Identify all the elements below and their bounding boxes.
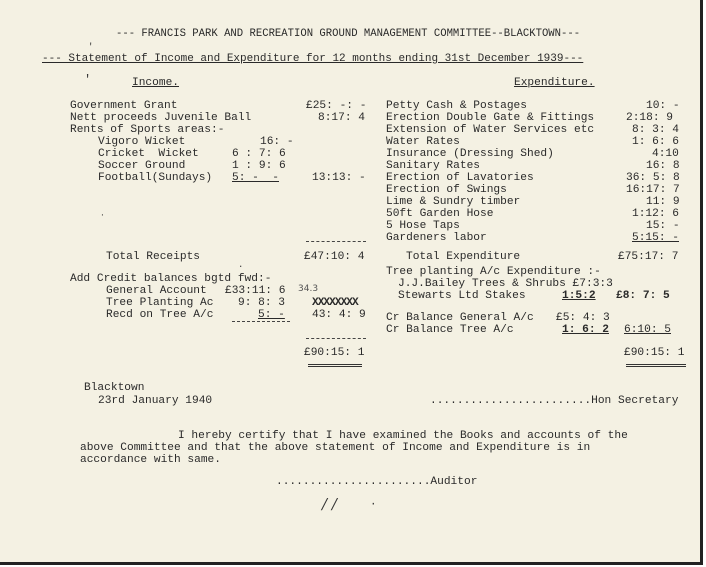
expense-amount: 36: 5: 8 <box>626 172 680 184</box>
credit-label: Tree Planting Ac <box>106 297 214 309</box>
rent-label: Cricket Wicket <box>98 148 199 160</box>
certificate-line: I hereby certify that I have examined the Books and accounts of the <box>178 430 628 442</box>
credit-amount: 5: - <box>258 309 285 321</box>
expense-label: Petty Cash & Postages <box>386 100 527 112</box>
auditor-line: .......................Auditor <box>276 476 478 488</box>
expense-amount: 5:15: - <box>632 232 679 244</box>
handwritten-note: 34.3 <box>298 284 319 294</box>
hon-secretary-line: ........................Hon Secretary <box>430 395 679 407</box>
margin-mark: · <box>100 211 105 220</box>
margin-mark: ' <box>88 42 94 52</box>
expenditure-double-rule <box>626 364 686 365</box>
tree-item-amount: 1:5:2 <box>562 290 596 302</box>
margin-mark: · <box>370 499 377 511</box>
expense-label: Erection of Swings <box>386 184 507 196</box>
expense-amount: 10: - <box>646 100 680 112</box>
expense-label: 50ft Garden Hose <box>386 208 494 220</box>
income-total-rule <box>306 241 366 242</box>
expense-amount: 1: 6: 6 <box>632 136 679 148</box>
income-double-rule <box>308 366 362 367</box>
expenditure-grand-total: £90:15: 1 <box>624 347 685 359</box>
credit-subtotal-rule <box>232 321 290 322</box>
rents-total: 13:13: - <box>312 172 366 184</box>
income-amount-government-grant: £25: -: - <box>306 100 367 112</box>
balance-label: Cr Balance Tree A/c <box>386 324 514 336</box>
income-total-amount: £47:10: 4 <box>304 251 365 263</box>
certificate-line: above Committee and that the above statement of Income and Expenditure is in <box>80 442 591 454</box>
income-amount-juvenile-ball: 8:17: 4 <box>318 112 365 124</box>
expense-label: Erection of Lavatories <box>386 172 534 184</box>
rent-label: Vigoro Wicket <box>98 136 186 148</box>
expense-label: Extension of Water Services etc <box>386 124 595 136</box>
expenditure-total-amount: £75:17: 7 <box>618 251 679 263</box>
expense-amount: 1:12: 6 <box>632 208 679 220</box>
rents-heading: Rents of Sports areas:- <box>70 124 225 136</box>
overtyped-figures: XXXXXXXX <box>312 297 358 309</box>
expense-amount: 4:10 <box>652 148 679 160</box>
credit-label: Recd on Tree A/c <box>106 309 214 321</box>
place-name: Blacktown <box>84 382 145 394</box>
balance-amount: 1: 6: 2 <box>562 324 609 336</box>
income-grand-rule <box>306 338 366 339</box>
expense-label: Water Rates <box>386 136 460 148</box>
expense-amount: 8: 3: 4 <box>632 124 679 136</box>
income-grand-total: £90:15: 1 <box>304 347 365 359</box>
rent-label: Football(Sundays) <box>98 172 213 184</box>
credit-amount: 9: 8: 3 <box>238 297 285 309</box>
document-subtitle: --- Statement of Income and Expenditure for 12 months ending 31st December 1939--- <box>42 53 584 65</box>
margin-mark: ' <box>84 73 92 87</box>
rent-amount: 16: - <box>260 136 294 148</box>
credit-heading: Add Credit balances bgtd fwd:- <box>70 273 272 285</box>
expense-amount: 16:17: 7 <box>626 184 680 196</box>
balance-label: Cr Balance General A/c <box>386 312 534 324</box>
income-heading: Income. <box>132 77 179 89</box>
expense-amount: 11: 9 <box>646 196 680 208</box>
tree-item-label: Stewarts Ltd Stakes <box>398 290 526 302</box>
income-label-juvenile-ball: Nett proceeds Juvenile Ball <box>70 112 252 124</box>
auditor-signature: / / <box>322 495 337 513</box>
expense-label: 5 Hose Taps <box>386 220 460 232</box>
income-double-rule <box>308 364 362 365</box>
tree-item-total: £8: 7: 5 <box>616 290 670 302</box>
balance-total: 6:10: 5 <box>624 324 671 336</box>
expenditure-total-label: Total Expenditure <box>406 251 521 263</box>
income-label-government-grant: Government Grant <box>70 100 178 112</box>
expense-label: Lime & Sundry timber <box>386 196 521 208</box>
expenditure-double-rule <box>626 366 686 367</box>
expense-label: Gardeners labor <box>386 232 487 244</box>
expense-amount: 15: - <box>646 220 680 232</box>
expense-amount: 16: 8 <box>646 160 680 172</box>
expense-label: Sanitary Rates <box>386 160 480 172</box>
credit-amount: £33:11: 6 <box>225 285 286 297</box>
document-date: 23rd January 1940 <box>98 395 213 407</box>
tree-heading: Tree planting A/c Expenditure :- <box>386 266 601 278</box>
rent-amount: 5: - - <box>232 172 279 184</box>
income-total-label: Total Receipts <box>106 251 200 263</box>
rent-amount: 1 : 9: 6 <box>232 160 286 172</box>
certificate-line: accordance with same. <box>80 454 221 466</box>
tree-item-label: J.J.Bailey Trees & Shrubs £7:3:3 <box>398 278 613 290</box>
expenditure-heading: Expenditure. <box>514 77 595 89</box>
credit-subtotal: 43: 4: 9 <box>312 309 366 321</box>
margin-mark: · <box>238 262 244 272</box>
rent-amount: 6 : 7: 6 <box>232 148 286 160</box>
expense-amount: 2:18: 9 <box>626 112 673 124</box>
balance-amount: £5: 4: 3 <box>556 312 610 324</box>
rent-label: Soccer Ground <box>98 160 186 172</box>
document-title: --- FRANCIS PARK AND RECREATION GROUND MANAGEMENT COMMITTEE--BLACKTOWN--- <box>116 28 581 40</box>
expense-label: Erection Double Gate & Fittings <box>386 112 595 124</box>
credit-label: General Account <box>106 285 207 297</box>
expense-label: Insurance (Dressing Shed) <box>386 148 554 160</box>
